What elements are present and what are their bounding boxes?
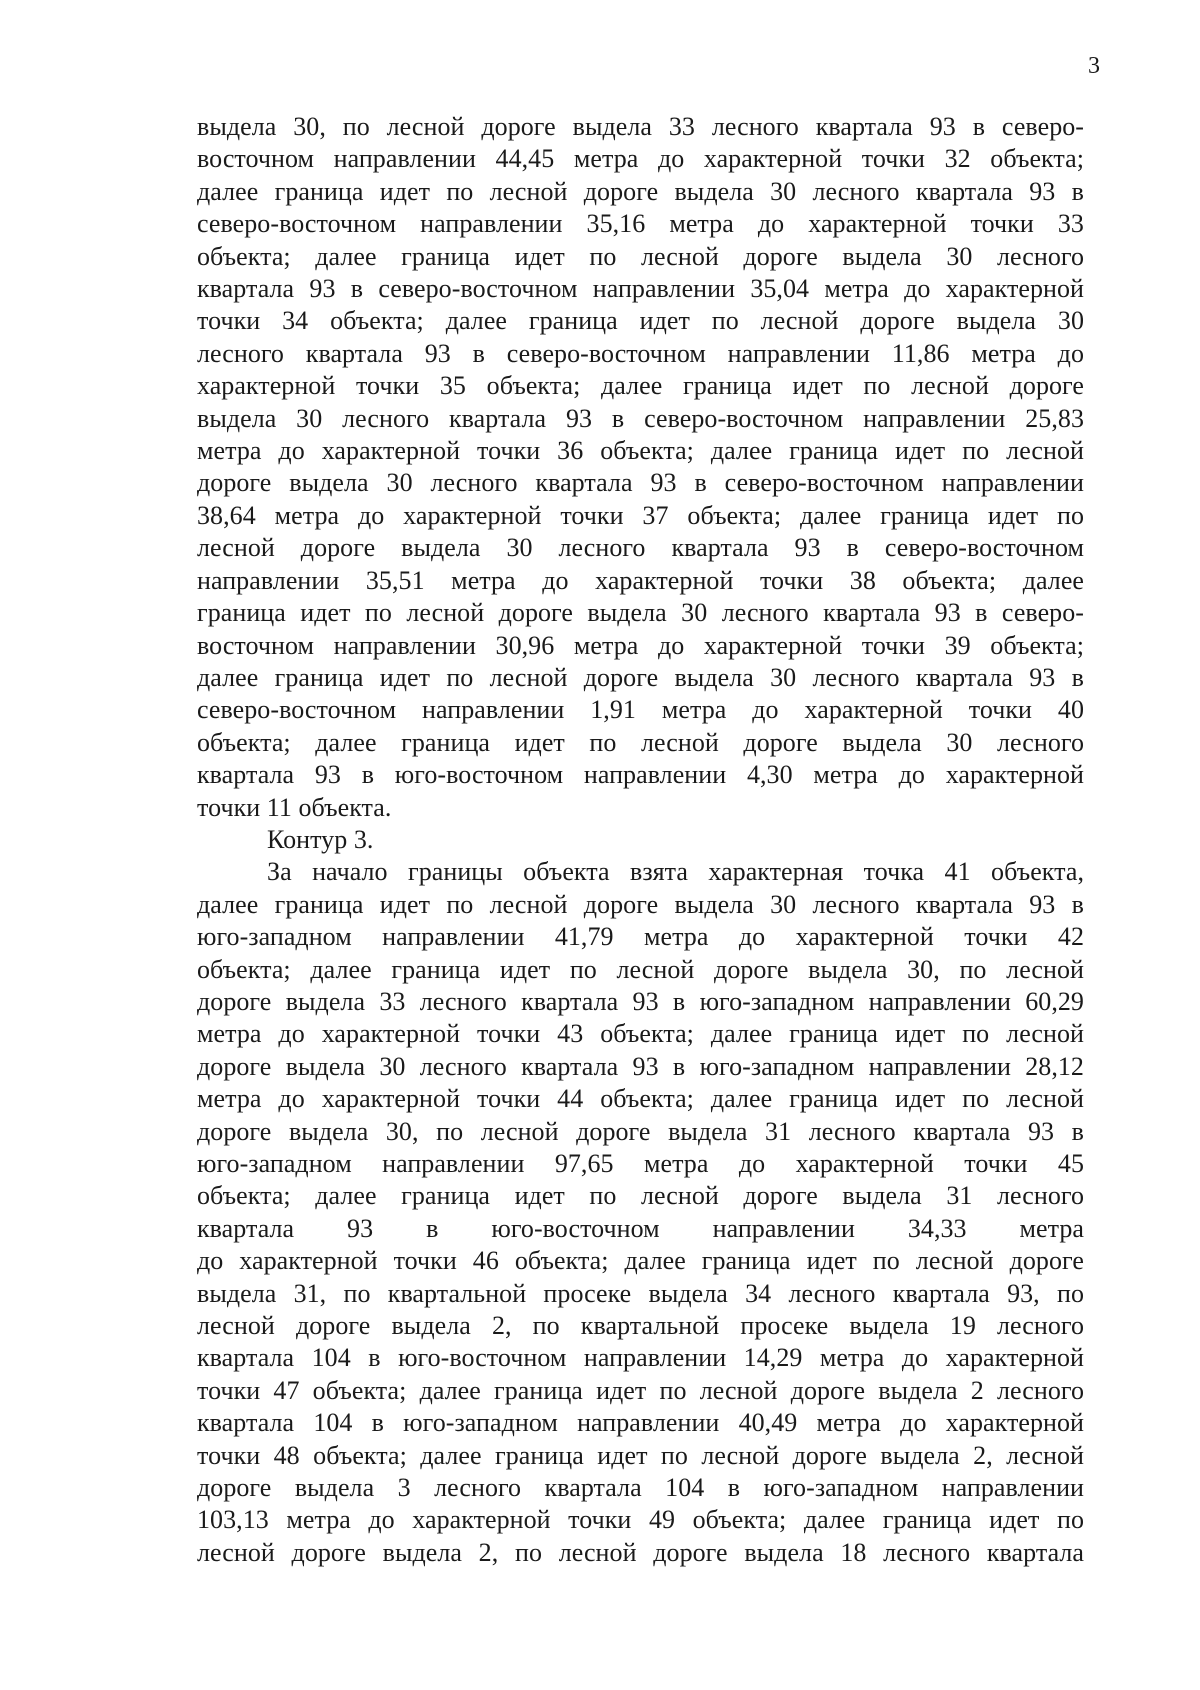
text-line: метра до характерной точки 36 объекта; далее граница идет по лесной (197, 436, 1084, 466)
text-line: восточном направлении 30,96 метра до характерной точки 39 объекта; (197, 630, 1084, 660)
text-line: дороге выдела 3 лесного квартала 104 в юго-западном направлении (197, 1473, 1084, 1503)
text-line: квартала 93 в юго-восточном направлении 34,33 метра (197, 1213, 1084, 1243)
text-line: дороге выдела 30 лесного квартала 93 в юго-западном направлении 28,12 (197, 1051, 1084, 1081)
text-line: 38,64 метра до характерной точки 37 объекта; далее граница идет по (197, 500, 1084, 530)
text-line: характерной точки 35 объекта; далее граница идет по лесной дороге (197, 371, 1084, 401)
text-line: метра до характерной точки 43 объекта; далее граница идет по лесной (197, 1019, 1084, 1049)
text-line: до характерной точки 46 объекта; далее граница идет по лесной дороге (197, 1246, 1084, 1276)
text-line: восточном направлении 44,45 метра до характерной точки 32 объекта; (197, 144, 1084, 174)
text-line: дороге выдела 30, по лесной дороге выдела 31 лесного квартала 93 в (197, 1116, 1084, 1146)
text-line: юго-западном направлении 97,65 метра до характерной точки 45 (197, 1149, 1084, 1178)
text-line: 103,13 метра до характерной точки 49 объекта; далее граница идет по (197, 1505, 1084, 1535)
text-line: далее граница идет по лесной дороге выдела 30 лесного квартала 93 в (197, 662, 1084, 692)
text-line: северо-восточном направлении 1,91 метра до характерной точки 40 (197, 695, 1084, 725)
paragraph-first-line: За начало границы объекта взята характерная точка 41 объекта, (267, 857, 1084, 887)
text-line: квартала 93 в юго-восточном направлении 4,30 метра до характерной (197, 760, 1084, 790)
text-line: объекта; далее граница идет по лесной дороге выдела 31 лесного (197, 1181, 1084, 1211)
text-line: выдела 30 лесного квартала 93 в северо-восточном направлении 25,83 (197, 403, 1084, 433)
text-line: северо-восточном направлении 35,16 метра до характерной точки 33 (197, 209, 1084, 239)
text-line: точки 34 объекта; далее граница идет по лесной дороге выдела 30 (197, 306, 1084, 336)
text-line: лесной дороге выдела 30 лесного квартала 93 в северо-восточном (197, 533, 1084, 563)
text-line: квартала 104 в юго-западном направлении 40,49 метра до характерной (197, 1408, 1084, 1438)
paragraph-end-line: точки 11 объекта. (197, 792, 392, 822)
text-line: объекта; далее граница идет по лесной дороге выдела 30, по лесной (197, 954, 1084, 984)
section-heading: Контур 3. (267, 824, 374, 854)
text-line: квартала 104 в юго-восточном направлении 14,29 метра до характерной (197, 1343, 1084, 1373)
text-line: метра до характерной точки 44 объекта; далее граница идет по лесной (197, 1084, 1084, 1114)
text-line: направлении 35,51 метра до характерной точки 38 объекта; далее (197, 565, 1084, 595)
text-line: далее граница идет по лесной дороге выдела 30 лесного квартала 93 в (197, 176, 1084, 206)
text-line: объекта; далее граница идет по лесной дороге выдела 30 лесного (197, 727, 1084, 757)
text-line: дороге выдела 30 лесного квартала 93 в северо-восточном направлении (197, 468, 1084, 498)
text-line: лесной дороге выдела 2, по лесной дороге выдела 18 лесного квартала (197, 1537, 1084, 1567)
document-body (197, 111, 1084, 1569)
text-line: дороге выдела 33 лесного квартала 93 в юго-западном направлении 60,29 (197, 986, 1084, 1016)
text-line: объекта; далее граница идет по лесной дороге выдела 30 лесного (197, 241, 1084, 271)
text-line: точки 48 объекта; далее граница идет по лесной дороге выдела 2, лесной (197, 1440, 1084, 1470)
text-line: далее граница идет по лесной дороге выдела 30 лесного квартала 93 в (197, 889, 1084, 919)
text-line: граница идет по лесной дороге выдела 30 лесного квартала 93 в северо- (197, 598, 1084, 628)
text-line: юго-западном направлении 41,79 метра до характерной точки 42 (197, 922, 1084, 952)
text-line: выдела 31, по квартальной просеке выдела 34 лесного квартала 93, по (197, 1278, 1084, 1308)
text-line: квартала 93 в северо-восточном направлении 35,04 метра до характерной (197, 274, 1084, 304)
page-number: 3 (1088, 53, 1100, 79)
text-line: лесного квартала 93 в северо-восточном направлении 11,86 метра до (197, 338, 1084, 368)
text-line: лесной дороге выдела 2, по квартальной просеке выдела 19 лесного (197, 1311, 1084, 1341)
text-line: точки 47 объекта; далее граница идет по лесной дороге выдела 2 лесного (197, 1375, 1084, 1405)
text-line: выдела 30, по лесной дороге выдела 33 лесного квартала 93 в северо- (197, 112, 1084, 141)
